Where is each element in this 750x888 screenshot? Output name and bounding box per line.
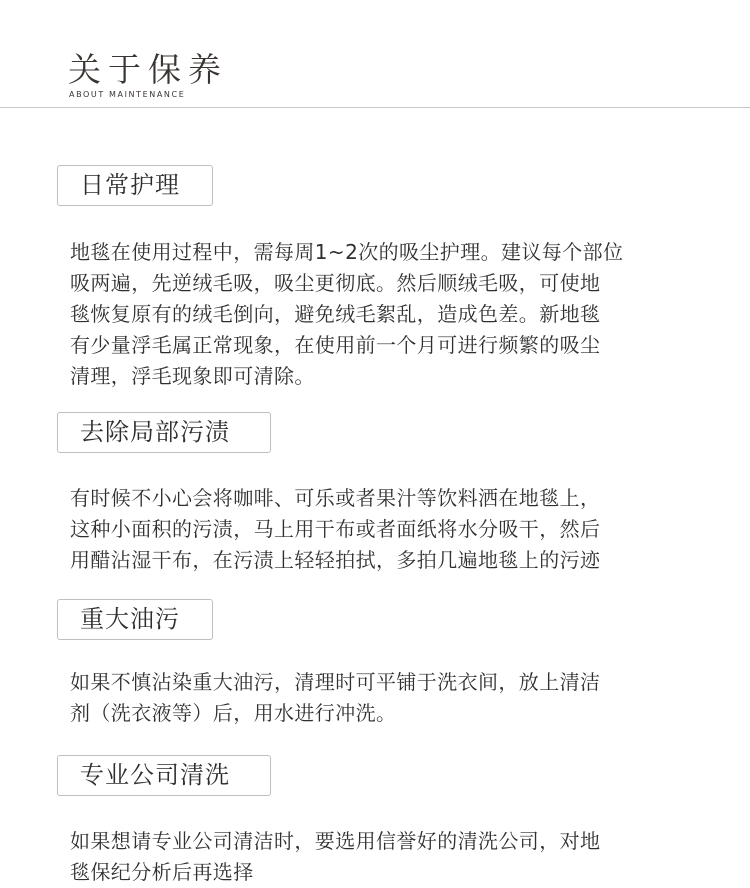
section-heading-stain-removal: 去除局部污渍 <box>57 412 271 453</box>
page-subtitle: ABOUT MAINTENANCE <box>69 90 186 99</box>
section-heading-heavy-oil: 重大油污 <box>57 599 213 640</box>
section-paragraph-heavy-oil <box>70 667 690 729</box>
section-heading-professional-cleaning: 专业公司清洗 <box>57 755 271 796</box>
section-paragraph-professional-cleaning <box>70 826 690 888</box>
section-paragraph-stain-removal <box>70 483 690 576</box>
paragraph-line: 毯保纪分析后再选择 <box>70 860 254 884</box>
section-paragraph-daily-care <box>70 237 690 392</box>
paragraph-line: 剂（洗衣液等）后，用水进行冲洗。 <box>70 701 397 725</box>
paragraph-line: 如果想请专业公司清洁时，要选用信誉好的清洗公司，对地 <box>70 829 601 853</box>
header-divider <box>0 107 750 108</box>
paragraph-line: 清理，浮毛现象即可清除。 <box>70 364 315 388</box>
paragraph-line: 用醋沾湿干布，在污渍上轻轻拍拭，多拍几遍地毯上的污迹 <box>70 548 601 572</box>
paragraph-line: 这种小面积的污渍，马上用干布或者面纸将水分吸干，然后 <box>70 517 601 541</box>
paragraph-line: 有时候不小心会将咖啡、可乐或者果汁等饮料洒在地毯上， <box>70 486 601 510</box>
paragraph-line: 毯恢复原有的绒毛倒向，避免绒毛絮乱，造成色差。新地毯 <box>70 302 601 326</box>
paragraph-line: 如果不慎沾染重大油污，清理时可平铺于洗衣间，放上清洁 <box>70 670 601 694</box>
page-title: 关于保养 <box>68 50 228 89</box>
paragraph-line: 地毯在使用过程中，需每周1~2次的吸尘护理。建议每个部位 <box>70 240 624 264</box>
paragraph-line: 吸两遍，先逆绒毛吸，吸尘更彻底。然后顺绒毛吸，可使地 <box>70 271 601 295</box>
paragraph-line: 有少量浮毛属正常现象，在使用前一个月可进行频繁的吸尘 <box>70 333 601 357</box>
section-heading-daily-care: 日常护理 <box>57 165 213 206</box>
